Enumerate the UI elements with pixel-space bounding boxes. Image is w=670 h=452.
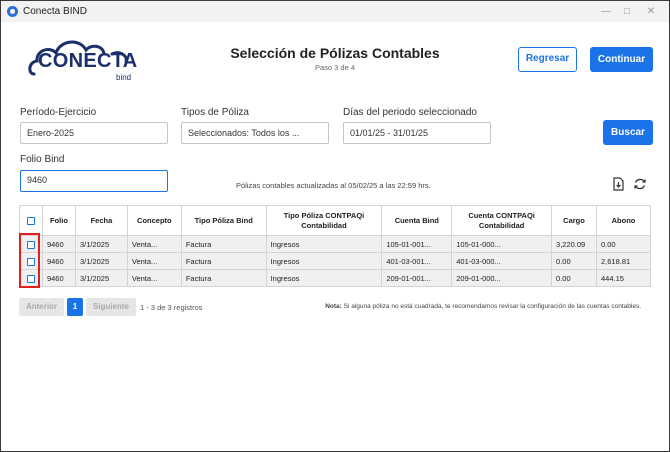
prev-page-button[interactable]: Anterior <box>19 298 64 316</box>
footer-note-label: Nota: <box>325 303 342 310</box>
cell: 209-01-000... <box>452 270 552 287</box>
row-select-cell[interactable] <box>20 253 43 270</box>
updated-note: Pólizas contables actualizadas al 05/02/25 a las 22:59 hrs. <box>236 181 431 190</box>
col-header: Folio <box>42 206 75 236</box>
cell: Venta... <box>127 253 181 270</box>
cell: 9460 <box>42 270 75 287</box>
cell: 9460 <box>42 236 75 253</box>
cell: 9460 <box>42 253 75 270</box>
cell: 3/1/2025 <box>75 253 127 270</box>
pagination-info: 1 - 3 de 3 registros <box>140 303 203 312</box>
period-days-field[interactable]: 01/01/25 - 31/01/25 <box>343 122 491 144</box>
row-checkbox[interactable] <box>27 275 35 283</box>
cell: Venta... <box>127 236 181 253</box>
cell: 0.00 <box>552 270 597 287</box>
cell: 2,618.81 <box>597 253 651 270</box>
policies-table <box>19 205 651 287</box>
maximize-icon[interactable]: □ <box>623 6 631 17</box>
export-file-icon[interactable] <box>611 177 625 191</box>
col-header: Fecha <box>75 206 127 236</box>
cell: Ingresos <box>266 236 382 253</box>
cell: Ingresos <box>266 253 382 270</box>
row-checkbox[interactable] <box>27 241 35 249</box>
folio-input[interactable]: 9460 <box>20 170 168 192</box>
cell: Factura <box>181 253 266 270</box>
period-select[interactable]: Enero-2025 <box>20 122 168 144</box>
cell: 444.15 <box>597 270 651 287</box>
cell: 3/1/2025 <box>75 236 127 253</box>
footer-note-text: Si alguna póliza no está cuadrada, te recomendamos revisar la configuración de las cuentas contables. <box>343 303 641 310</box>
cell: 0.00 <box>552 253 597 270</box>
select-all-cell[interactable] <box>20 206 43 236</box>
footer-note <box>325 303 641 310</box>
folio-label: Folio Bind <box>20 154 65 165</box>
row-select-cell[interactable] <box>20 236 43 253</box>
col-header: Cuenta Bind <box>382 206 452 236</box>
col-header: Concepto <box>127 206 181 236</box>
col-header: Cargo <box>552 206 597 236</box>
table-row <box>20 236 651 253</box>
select-all-checkbox[interactable] <box>27 217 35 225</box>
cell: 401-03-001... <box>382 253 452 270</box>
period-label: Período-Ejercicio <box>20 107 97 118</box>
col-header: Cuenta CONTPAQi Contabilidad <box>452 206 552 236</box>
cell: 105-01-000... <box>452 236 552 253</box>
table-row <box>20 253 651 270</box>
period-days-label: Días del periodo seleccionado <box>343 107 477 118</box>
cell: 209-01-001... <box>382 270 452 287</box>
cell: 401-03-000... <box>452 253 552 270</box>
cell: Factura <box>181 270 266 287</box>
cell: 0.00 <box>597 236 651 253</box>
app-icon <box>7 6 18 17</box>
step-indicator: Paso 3 de 4 <box>314 63 356 72</box>
col-header: Abono <box>597 206 651 236</box>
cell: 3,220.09 <box>552 236 597 253</box>
cell: Factura <box>181 236 266 253</box>
cell: 105-01-001... <box>382 236 452 253</box>
refresh-icon[interactable] <box>633 177 647 191</box>
policy-types-label: Tipos de Póliza <box>181 107 249 118</box>
title-bar <box>1 1 669 22</box>
row-checkbox[interactable] <box>27 258 35 266</box>
close-icon[interactable]: ✕ <box>646 6 656 17</box>
table-header-row <box>20 206 651 236</box>
back-button[interactable]: Regresar <box>518 47 577 72</box>
page-number-button[interactable]: 1 <box>67 298 83 316</box>
window-title: Conecta BIND <box>23 6 87 17</box>
page-title: Selección de Pólizas Contables <box>230 45 440 61</box>
cell: Venta... <box>127 270 181 287</box>
row-select-cell[interactable] <box>20 270 43 287</box>
cell: 3/1/2025 <box>75 270 127 287</box>
continue-button[interactable]: Continuar <box>590 47 653 72</box>
logo-subtitle: bind <box>116 73 132 82</box>
search-button[interactable]: Buscar <box>603 120 653 145</box>
cell: Ingresos <box>266 270 382 287</box>
col-header: Tipo Póliza Bind <box>181 206 266 236</box>
logo-wordmark: CONECTA <box>38 50 138 72</box>
next-page-button[interactable]: Siguiente <box>86 298 136 316</box>
table-row <box>20 270 651 287</box>
col-header: Tipo Póliza CONTPAQi Contabilidad <box>266 206 382 236</box>
minimize-icon[interactable]: — <box>601 6 611 17</box>
policy-types-select[interactable]: Seleccionados: Todos los ... <box>181 122 329 144</box>
